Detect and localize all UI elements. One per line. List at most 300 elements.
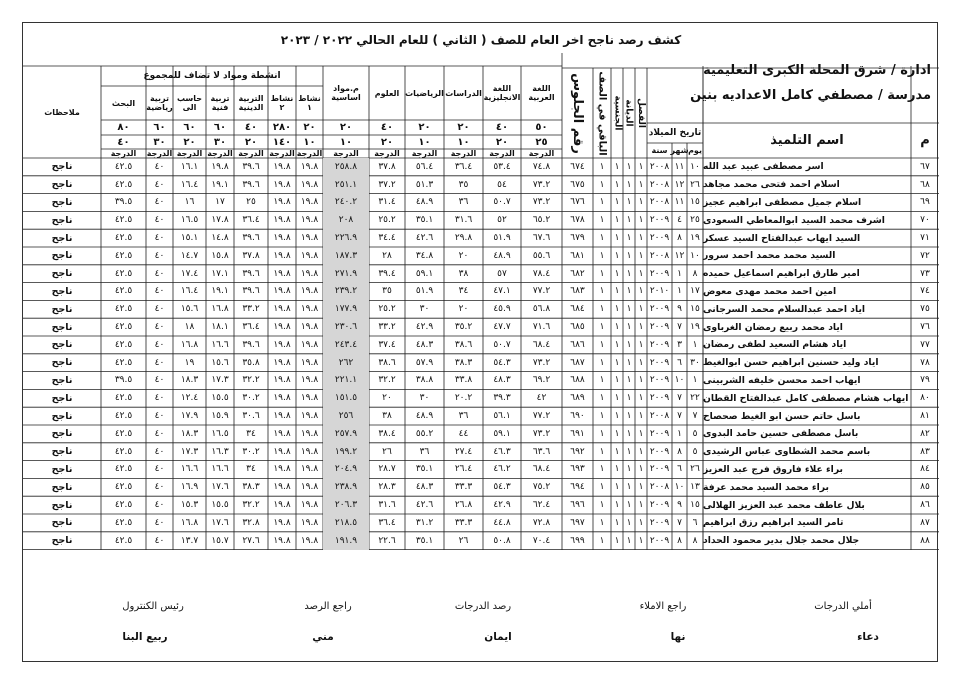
remaining-value: ١	[599, 339, 605, 350]
birth-year: ٢٠٠٨	[649, 411, 670, 422]
remaining-value: ١	[599, 482, 605, 493]
activity2-mark: ١٩.٨	[273, 304, 291, 315]
math-mark: ٤٨.٣	[415, 482, 434, 493]
student-name: اياد محمد ربيع رمضان الغرباوى	[703, 321, 843, 333]
research-mark: ٤٢.٥	[114, 304, 133, 315]
nationality-value: ١	[614, 482, 620, 493]
nationality-value: ١	[614, 393, 620, 404]
sports-mark: ٤٠	[154, 286, 165, 297]
birth-year: ٢٠٠٩	[649, 393, 670, 404]
social-mark: ٣٤	[458, 286, 469, 297]
nationality-value: ١	[614, 322, 620, 333]
religious-mark: ٣٣.٢	[242, 304, 260, 315]
math-mark: ٣٨.٨	[415, 375, 434, 386]
birth-day: ١٥	[690, 197, 700, 208]
activity1-mark: ١٩.٨	[300, 428, 319, 439]
religion-value: ١	[626, 304, 632, 315]
class-value: ١	[638, 500, 644, 511]
class-value: ١	[638, 464, 644, 475]
student-name: اشرف محمد السيد ابوالمعاطي السعودى	[703, 214, 885, 226]
table-row	[23, 389, 939, 407]
math-mark: ٥٩.١	[415, 268, 434, 279]
arabic-mark: ٧٣.٢	[532, 197, 551, 208]
art-mark: ١٧.٨	[211, 215, 229, 226]
art-mark: ١٧	[215, 197, 225, 208]
sports-header: تربية رياضية	[146, 94, 173, 112]
total-mark: ٢٥٦	[338, 411, 354, 422]
birth-day: ٦	[692, 517, 698, 528]
birth-day: ٢٦	[690, 179, 700, 190]
nationality-value: ١	[614, 197, 620, 208]
nationality-value: ١	[614, 517, 620, 528]
computer-mark: ١٦	[184, 197, 195, 208]
total-mark: ١٥١.٥	[334, 393, 358, 404]
activity1-mark: ١٩.٨	[300, 535, 319, 546]
social-mark: ٣٨.٦	[454, 339, 473, 350]
student-name: اياد احمد عبدالسلام محمد السرجانى	[703, 303, 866, 315]
arabic-mark: ٦٨.٤	[532, 464, 551, 475]
birth-year: ٢٠٠٩	[649, 517, 670, 528]
grade-label: الدرجة	[528, 149, 555, 158]
result-note: ناجح	[51, 446, 73, 458]
total-mark: ٢٥١.١	[334, 179, 358, 190]
religious-mark: ٣٦.٤	[242, 322, 260, 333]
student-name: اسر مصطفى عبيد عبد الله	[703, 161, 824, 173]
seat-no-header: رقم الجلوس	[570, 72, 586, 154]
math-mark: ٥٦.٤	[415, 161, 434, 172]
activity1-mark: ١٩.٨	[300, 393, 319, 404]
row-number: ٧٨	[920, 357, 930, 368]
grade-label: الدرجة	[110, 149, 137, 158]
min-mark: ٣٠	[153, 136, 166, 148]
nationality-value: ١	[614, 215, 620, 226]
school-label: مدرسة / مصطفي كامل الاعداديه بنين	[690, 88, 931, 103]
max-mark: ٢٠	[303, 122, 316, 133]
science-mark: ٣٧.٨	[378, 161, 396, 172]
table-row	[23, 194, 939, 212]
activity1-mark: ١٩.٨	[300, 215, 319, 226]
arabic-mark: ٥٦.٨	[532, 304, 551, 315]
student-name: براء علاء فاروق فرج عبد العزيز	[703, 463, 843, 475]
computer-mark: ١٥.٦	[180, 304, 199, 315]
english-mark: ٥٠.٧	[493, 197, 511, 208]
birth-day: ١٩	[690, 322, 700, 333]
max-mark: ٢٠	[418, 122, 431, 133]
birth-year: ٢٠٠٨	[649, 482, 670, 493]
religious-mark: ٢٧.٦	[242, 535, 260, 546]
sports-mark: ٤٠	[154, 161, 165, 172]
religion-value: ١	[626, 411, 632, 422]
seat-number: ٦٨٥	[570, 322, 585, 333]
computer-mark: ١٥.٣	[180, 500, 199, 511]
class-value: ١	[638, 322, 644, 333]
social-mark: ٣٥.٢	[454, 322, 473, 333]
row-number: ٧٥	[920, 304, 930, 315]
religion-value: ١	[626, 233, 632, 244]
row-number: ٨٧	[920, 517, 930, 528]
min-mark: ١٠	[457, 136, 470, 148]
activity1-mark: ١٩.٨	[300, 339, 319, 350]
grade-label: الدرجة	[176, 149, 203, 158]
art-mark: ١٧.٦	[211, 482, 229, 493]
birth-day: ٨	[692, 535, 698, 546]
english-mark: ٤٢.٩	[493, 500, 511, 511]
birth-day: ١٧	[690, 286, 700, 297]
remaining-value: ١	[599, 411, 605, 422]
math-header: الرياضيات	[405, 88, 444, 98]
birth-year: ٢٠١٠	[649, 286, 670, 297]
signature-name: مني	[312, 631, 334, 643]
row-number: ٦٧	[920, 161, 930, 172]
social-mark: ٢٠.٢	[454, 393, 473, 404]
research-mark: ٤٢.٥	[114, 482, 133, 493]
science-mark: ٢٨.٣	[378, 482, 396, 493]
sports-mark: ٤٠	[154, 535, 165, 546]
min-mark: ١٠	[303, 136, 316, 148]
birth-month: ٨	[677, 233, 682, 244]
birth-month: ٦	[677, 464, 682, 475]
table-row	[23, 354, 939, 372]
birth-day: ١٩	[690, 233, 700, 244]
science-mark: ٣١.٤	[378, 197, 396, 208]
birth-month: ١٢	[674, 250, 685, 261]
activity2-mark: ١٩.٨	[273, 215, 291, 226]
nationality-value: ١	[614, 428, 620, 439]
birth-year: ٢٠٠٩	[649, 322, 670, 333]
grade-label: الدرجة	[269, 149, 295, 158]
arabic-mark: ٧٧.٢	[532, 411, 551, 422]
class-value: ١	[638, 411, 644, 422]
science-mark: ٣٤.٤	[378, 233, 396, 244]
signature-name: ربيع البنا	[122, 631, 168, 643]
arabic-mark: ٧٣.٢	[532, 357, 551, 368]
activity1-mark: ١٩.٨	[300, 161, 319, 172]
english-mark: ٥٦.١	[493, 411, 511, 422]
birth-month: ١١	[674, 197, 685, 208]
remaining-value: ١	[599, 215, 605, 226]
math-mark: ٤٢.٦	[415, 233, 434, 244]
result-note: ناجح	[51, 339, 73, 351]
birth-month: ٣	[677, 339, 682, 350]
math-mark: ٣٦	[419, 446, 430, 457]
total-mark: ١٩٩.٢	[334, 446, 358, 457]
class-value: ١	[638, 428, 644, 439]
activity2-mark: ١٩.٨	[273, 500, 291, 511]
total-mark: ٢٥٨.٨	[334, 161, 358, 172]
no-header: م	[920, 133, 930, 148]
activity2-mark: ١٩.٨	[273, 375, 291, 386]
art-mark: ١٧.٣	[211, 375, 229, 386]
nationality-value: ١	[614, 179, 620, 190]
science-header: العلوم	[374, 88, 400, 98]
birth-day: ١	[692, 375, 698, 386]
birth-year: ٢٠٠٨	[649, 250, 670, 261]
result-note: ناجح	[51, 232, 73, 244]
class-value: ١	[638, 446, 644, 457]
row-number: ٨٥	[920, 482, 930, 493]
notes-header: ملاحظات	[44, 107, 80, 117]
class-value: ١	[638, 375, 644, 386]
religion-value: ١	[626, 161, 632, 172]
total-mark: ٢٤٠.٢	[334, 197, 358, 208]
science-mark: ٣٦.٤	[378, 517, 396, 528]
sports-mark: ٤٠	[154, 446, 165, 457]
student-name: امين احمد محمد مهدى معوض	[703, 285, 837, 297]
math-mark: ٤٨.٩	[415, 197, 434, 208]
remaining-value: ١	[599, 322, 605, 333]
birth-year: ٢٠٠٩	[649, 535, 670, 546]
activity1-mark: ١٩.٨	[300, 179, 319, 190]
activity2-mark: ١٩.٨	[273, 179, 291, 190]
social-mark: ٢٩.٨	[454, 233, 473, 244]
science-mark: ٢٨	[382, 250, 392, 261]
table-row	[23, 496, 939, 514]
activity2-mark: ١٩.٨	[273, 428, 291, 439]
result-note: ناجح	[51, 499, 73, 511]
birth-year: ٢٠٠٩	[649, 339, 670, 350]
remaining-value: ١	[599, 464, 605, 475]
student-name: جلال محمد جلال بدير محمود الحداد	[703, 535, 860, 547]
sports-mark: ٤٠	[154, 304, 165, 315]
research-mark: ٤٢.٥	[114, 411, 133, 422]
total-mark: ١٩١.٩	[334, 535, 358, 546]
min-mark: ٢٠	[380, 136, 394, 148]
min-mark: ٢٠	[495, 136, 509, 148]
computer-mark: ١٥.١	[180, 233, 199, 244]
seat-number: ٦٧٩	[570, 233, 585, 244]
birth-month: ٧	[677, 393, 682, 404]
arabic-mark: ٦٣.٦	[532, 446, 551, 457]
arabic-mark: ٧٠.٤	[532, 535, 551, 546]
seat-number: ٦٧٨	[570, 215, 585, 226]
religious-mark: ٣٠.٦	[242, 411, 260, 422]
science-mark: ٣٣.٢	[378, 322, 396, 333]
remaining-value: ١	[599, 268, 605, 279]
row-number: ٧٩	[920, 375, 930, 386]
seat-number: ٦٨٤	[570, 304, 585, 315]
birth-year: ٢٠٠٩	[649, 446, 670, 457]
class-value: ١	[638, 304, 644, 315]
birth-month: ٧	[677, 517, 682, 528]
religion-value: ١	[626, 428, 632, 439]
computer-mark: ١٦.٨	[180, 339, 199, 350]
nationality-value: ١	[614, 446, 620, 457]
activity2-mark: ١٩.٨	[273, 268, 291, 279]
table-row	[23, 461, 939, 479]
remaining-value: ١	[599, 161, 605, 172]
signature-name: ايمان	[484, 631, 512, 643]
activity2-mark: ١٩.٨	[273, 393, 291, 404]
remaining-value: ١	[599, 500, 605, 511]
arabic-mark: ٤٢	[536, 393, 547, 404]
table-row	[23, 176, 939, 194]
birth-day: ١٠	[690, 161, 700, 172]
computer-mark: ١٨.٣	[180, 375, 199, 386]
seat-number: ٦٨٣	[570, 286, 585, 297]
class-value: ١	[638, 233, 644, 244]
science-mark: ٢٥.٢	[378, 304, 396, 315]
name-header: اسم التلميذ	[770, 133, 844, 148]
total-mark: ٢١٨.٥	[334, 517, 358, 528]
activity2-mark: ١٩.٨	[273, 411, 291, 422]
nationality-value: ١	[614, 411, 620, 422]
religion-value: ١	[626, 268, 632, 279]
student-name: ايهاب هشام مصطفى كامل عبدالفتاح القطان	[703, 392, 909, 404]
arabic-mark: ٥٥.٦	[532, 250, 551, 261]
seat-number: ٦٩٤	[570, 482, 585, 493]
arabic-mark: ٦٥.٢	[532, 215, 551, 226]
result-note: ناجح	[51, 392, 73, 404]
nationality-value: ١	[614, 161, 620, 172]
birth-month: ٨	[677, 535, 682, 546]
row-number: ٧٦	[920, 322, 930, 333]
seat-number: ٦٩١	[570, 428, 585, 439]
seat-number: ٦٧٦	[570, 197, 585, 208]
religious-mark: ٣٩.٦	[242, 286, 260, 297]
religious-mark: ٣٩.٦	[242, 161, 260, 172]
seat-number: ٦٩٠	[570, 411, 585, 422]
math-mark: ٤٢.٩	[415, 322, 434, 333]
result-note: ناجح	[51, 285, 73, 297]
nationality-value: ١	[614, 286, 620, 297]
english-mark: ٤٨.٣	[493, 375, 511, 386]
student-name: ايهاب احمد محسن خليفه الشربينى	[703, 374, 861, 386]
birth-month: ٤	[677, 215, 682, 226]
research-mark: ٤٢.٥	[114, 286, 133, 297]
english-mark: ٤٤.٨	[493, 517, 511, 528]
computer-mark: ١٦.٤	[180, 179, 199, 190]
religion-value: ١	[626, 322, 632, 333]
research-mark: ٤٢.٥	[114, 233, 133, 244]
religion-value: ١	[626, 446, 632, 457]
remaining-value: ١	[599, 197, 605, 208]
max-mark: ٢٠	[339, 122, 353, 133]
computer-mark: ١٧.٩	[180, 411, 199, 422]
science-mark: ٣١.٦	[378, 500, 396, 511]
art-mark: ١٥.٥	[211, 393, 229, 404]
remaining-header: الباقي في الصف	[596, 70, 608, 156]
religion-value: ١	[626, 482, 632, 493]
birth-day: ١٥	[690, 500, 700, 511]
social-mark: ٣٥	[458, 179, 469, 190]
seat-number: ٦٨٧	[570, 357, 585, 368]
sports-mark: ٤٠	[154, 428, 165, 439]
computer-mark: ١٦.١	[180, 161, 199, 172]
table-row	[23, 211, 939, 229]
grade-label: الدرجة	[146, 149, 173, 158]
science-mark: ٢٦	[382, 446, 392, 457]
row-number: ٧١	[920, 233, 930, 244]
math-mark: ٤٢.٦	[415, 500, 434, 511]
arabic-mark: ٧٣.٢	[532, 428, 551, 439]
computer-mark: ١٩	[184, 357, 195, 368]
english-mark: ٥٢	[497, 215, 507, 226]
english-mark: ٣٩.٣	[493, 393, 511, 404]
science-mark: ٢٠	[382, 393, 392, 404]
sports-mark: ٤٠	[154, 215, 165, 226]
result-note: ناجح	[51, 517, 73, 529]
birth-month: ٧	[677, 322, 682, 333]
max-mark: ٢٠	[457, 122, 470, 133]
religion-value: ١	[626, 517, 632, 528]
religion-value: ١	[626, 215, 632, 226]
result-note: ناجح	[51, 357, 73, 369]
grade-label: الدرجة	[489, 149, 515, 158]
row-number: ٨٠	[920, 393, 930, 404]
min-mark: ٤٠	[117, 136, 130, 148]
table-row	[23, 514, 939, 532]
art-mark: ١٦.٥	[211, 428, 229, 439]
research-mark: ٤٢.٥	[114, 268, 133, 279]
activity1-mark: ١٩.٨	[300, 304, 319, 315]
birth-day: ٨	[692, 268, 698, 279]
total-mark: ٢٧١.٩	[334, 268, 358, 279]
religion-value: ١	[626, 339, 632, 350]
min-mark: ٣٠	[213, 136, 227, 148]
social-mark: ٢٦.٨	[454, 500, 473, 511]
social-mark: ٣٨	[458, 268, 469, 279]
student-name: تامر السيد ابراهيم رزق ابراهيم	[703, 517, 844, 529]
arabic-mark: ٧٥.٢	[532, 482, 551, 493]
art-mark: ١٩.١	[211, 179, 229, 190]
english-mark: ٤٧.٧	[493, 322, 511, 333]
sports-mark: ٤٠	[154, 375, 165, 386]
social-mark: ٣٦	[458, 197, 469, 208]
total-mark: ٢٠٦.٣	[334, 500, 358, 511]
row-number: ٨١	[920, 411, 930, 422]
student-name: براء محمد السيد محمد عرفة	[703, 481, 829, 493]
art-mark: ١٥.٨	[211, 250, 229, 261]
table-row	[23, 336, 939, 354]
birth-year: ٢٠٠٩	[649, 428, 670, 439]
total-header: م.مواد اساسية	[331, 84, 361, 102]
remaining-value: ١	[599, 517, 605, 528]
student-name: اسلام احمد فتحى محمد مجاهد	[703, 179, 840, 191]
remaining-value: ١	[599, 357, 605, 368]
result-note: ناجح	[51, 374, 73, 386]
social-mark: ٣٦.٤	[454, 161, 473, 172]
activity1-mark: ١٩.٨	[300, 286, 319, 297]
birth-day: ٣٠	[690, 357, 700, 368]
remaining-value: ١	[599, 250, 605, 261]
total-mark: ٢٣٨.٩	[334, 482, 358, 493]
birth-day: ٥	[692, 428, 698, 439]
max-mark: ٤٠	[244, 122, 258, 133]
birth-year: ٢٠٠٩	[649, 375, 670, 386]
table-row	[23, 229, 939, 247]
seat-number: ٦٨١	[570, 250, 585, 261]
religious-mark: ٣٠.٢	[242, 446, 260, 457]
art-mark: ١٥.٥	[211, 500, 229, 511]
religious-mark: ٣٩.٦	[242, 339, 260, 350]
table-row	[23, 478, 939, 496]
row-number: ٧٣	[920, 268, 930, 279]
remaining-value: ١	[599, 304, 605, 315]
remaining-value: ١	[599, 286, 605, 297]
birth-month: ٩	[677, 304, 682, 315]
computer-mark: ١٨.٣	[180, 428, 199, 439]
activity2-mark: ١٩.٨	[273, 339, 291, 350]
religion-value: ١	[626, 464, 632, 475]
student-name: امير طارق ابراهيم اسماعيل حميده	[703, 268, 860, 280]
sheet-title: كشف رصد ناجح اخر العام للصف ( الثاني ) للعام الحالي ٢٠٢٢ / ٢٠٢٣	[280, 33, 682, 47]
birth-day: ٢٦	[690, 464, 700, 475]
art-mark: ١٥.٩	[211, 411, 229, 422]
arabic-mark: ٧٨.٤	[532, 268, 551, 279]
activity1-mark: ١٩.٨	[300, 268, 319, 279]
class-value: ١	[638, 535, 644, 546]
activity1-mark: ١٩.٨	[300, 197, 319, 208]
